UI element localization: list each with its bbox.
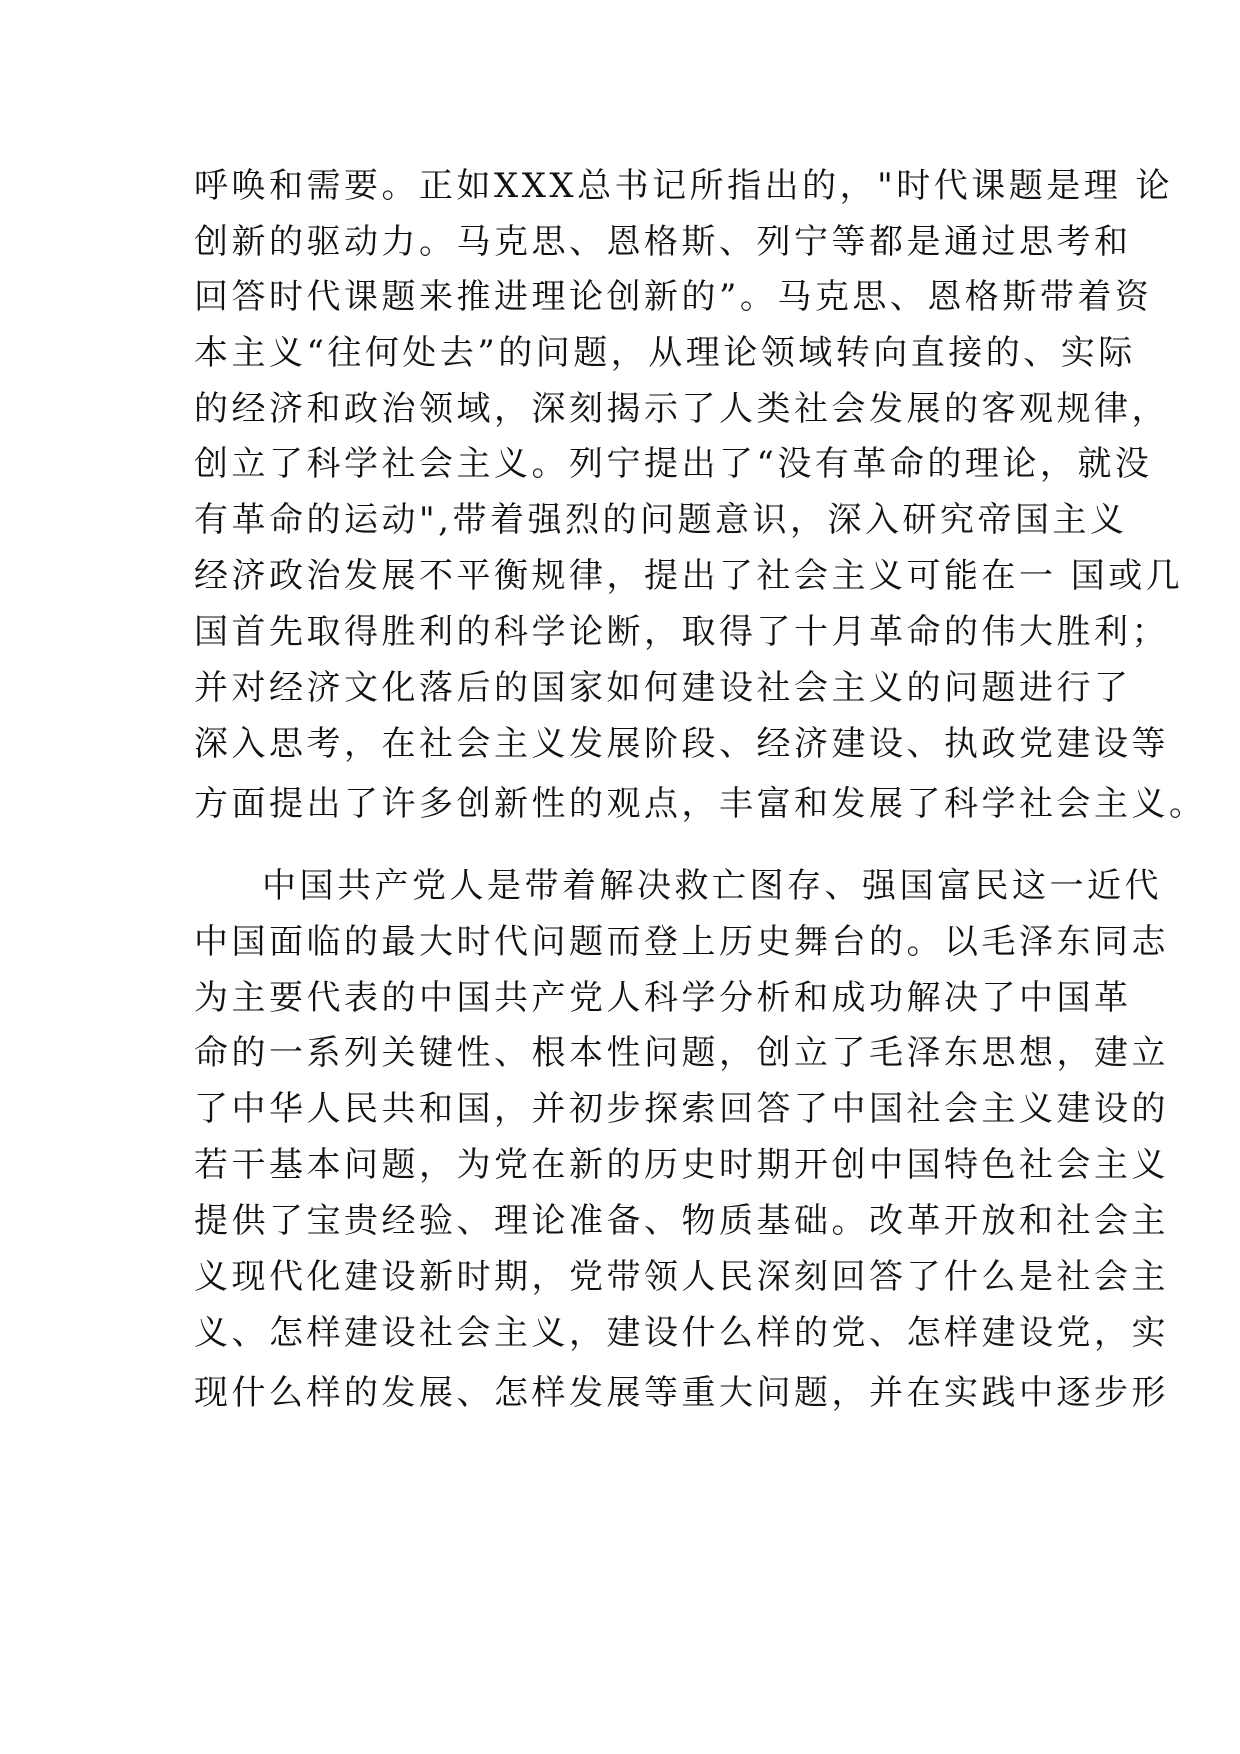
- text-line: 提供了宝贵经验、理论准备、物质基础。改革开放和社会主: [194, 1201, 1169, 1241]
- text-line: 中国面临的最大时代问题而登上历史舞台的。以毛泽东同志: [194, 922, 1169, 962]
- text-line: 国首先取得胜利的科学论断，取得了十月革命的伟大胜利；: [194, 612, 1169, 652]
- text-line: 有革命的运动",带着强烈的问题意识，深入研究帝国主义: [194, 500, 1128, 540]
- paragraph-first-line: 中国共产党人是带着解决救亡图存、强国富民这一近代: [262, 866, 1162, 906]
- text-line: 深入思考，在社会主义发展阶段、经济建设、执政党建设等: [194, 724, 1169, 764]
- text-line: 现什么样的发展、怎样发展等重大问题，并在实践中逐步形: [194, 1373, 1169, 1413]
- text-line: 为主要代表的中国共产党人科学分析和成功解决了中国革: [194, 978, 1132, 1018]
- text-line: 回答时代课题来推进理论创新的”。马克思、恩格斯带着资: [194, 277, 1153, 317]
- text-line: 并对经济文化落后的国家如何建设社会主义的问题进行了: [194, 668, 1132, 708]
- text-line: 命的一系列关键性、根本性问题，创立了毛泽东思想，建立: [194, 1033, 1169, 1073]
- text-line: 经济政治发展不平衡规律，提出了社会主义可能在一 国或几: [194, 556, 1184, 596]
- text-line: 本主义“往何处去”的问题，从理论领域转向直接的、实际: [194, 333, 1136, 373]
- text-line: 呼唤和需要。正如XXX总书记所指出的，"时代课题是理 论: [194, 166, 1174, 206]
- text-line: 若干基本问题，为党在新的历史时期开创中国特色社会主义: [194, 1145, 1169, 1185]
- text-line: 方面提出了许多创新性的观点，丰富和发展了科学社会主义。: [194, 784, 1207, 824]
- text-line: 的经济和政治领域，深刻揭示了人类社会发展的客观规律，: [194, 389, 1169, 429]
- text-line: 义、怎样建设社会主义，建设什么样的党、怎样建设党，实: [194, 1313, 1169, 1353]
- text-line: 创立了科学社会主义。列宁提出了“没有革命的理论，就没: [194, 444, 1153, 484]
- text-line: 创新的驱动力。马克思、恩格斯、列宁等都是通过思考和: [194, 222, 1132, 262]
- text-line: 了中华人民共和国，并初步探索回答了中国社会主义建设的: [194, 1089, 1169, 1129]
- text-line: 义现代化建设新时期，党带领人民深刻回答了什么是社会主: [194, 1257, 1169, 1297]
